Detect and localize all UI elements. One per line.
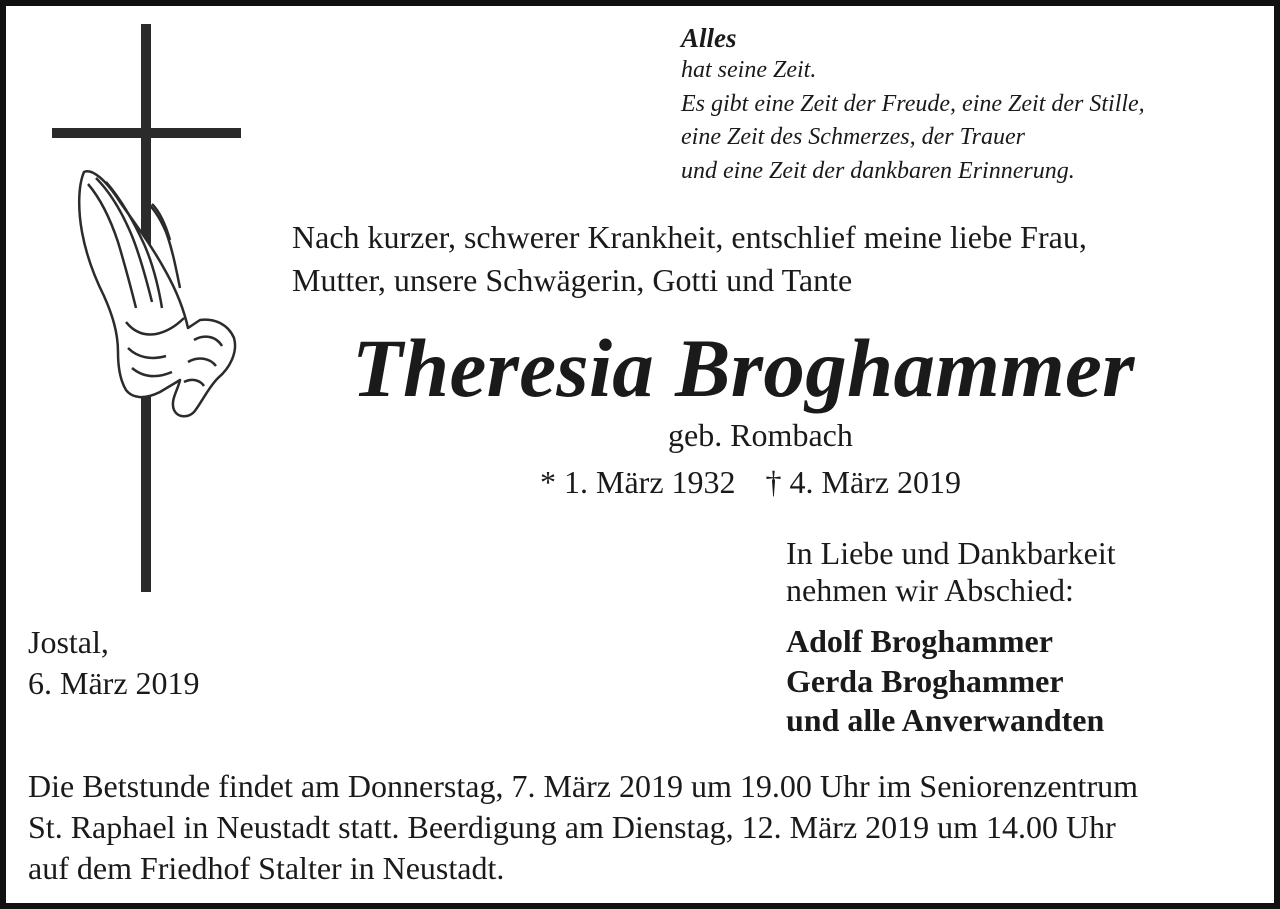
cross-icon [48,22,248,597]
place-and-date [28,622,200,704]
intro-text [292,216,1087,302]
praying-hands-icon [79,171,235,416]
cross-with-praying-hands [48,22,248,597]
poem [681,22,1145,188]
deceased-name: Theresia Broghammer [352,322,1135,414]
mourners-list [786,622,1104,741]
birth-date: * 1. März 1932 [540,464,736,500]
poem-line: Es gibt eine Zeit der Freude, eine Zeit der Stille, [681,90,1145,117]
poem-line: eine Zeit des Schmerzes, der Trauer [681,124,1025,150]
place-line: 6. März 2019 [28,665,200,701]
poem-line: und eine Zeit der dankbaren Erinnerung. [681,157,1075,184]
farewell-text [786,535,1116,609]
mourner-name: Adolf Broghammer [786,623,1053,659]
mourner-name: Gerda Broghammer [786,662,1064,699]
farewell-line: In Liebe und Dankbarkeit [786,535,1116,571]
place-line: Jostal, [28,624,109,660]
intro-line: Mutter, unsere Schwägerin, Gotti und Tante [292,262,853,298]
poem-line: hat seine Zeit. [681,57,817,83]
death-date: † 4. März 2019 [765,464,962,500]
farewell-line: nehmen wir Abschied: [786,572,1074,608]
life-dates [540,462,961,502]
service-line: auf dem Friedhof Stalter in Neustadt. [28,850,505,886]
born-name: geb. Rombach [668,417,853,453]
service-line: Die Betstunde findet am Donnerstag, 7. März 2019 um 19.00 Uhr im Seniorenzentrum [28,768,1138,804]
poem-title: Alles [681,23,737,53]
service-info [28,766,1138,889]
intro-line: Nach kurzer, schwerer Krankheit, entschlief meine liebe Frau, [292,219,1087,255]
service-line: St. Raphael in Neustadt statt. Beerdigung am Dienstag, 12. März 2019 um 14.00 Uhr [28,809,1116,845]
mourner-name: und alle Anverwandten [786,702,1105,738]
